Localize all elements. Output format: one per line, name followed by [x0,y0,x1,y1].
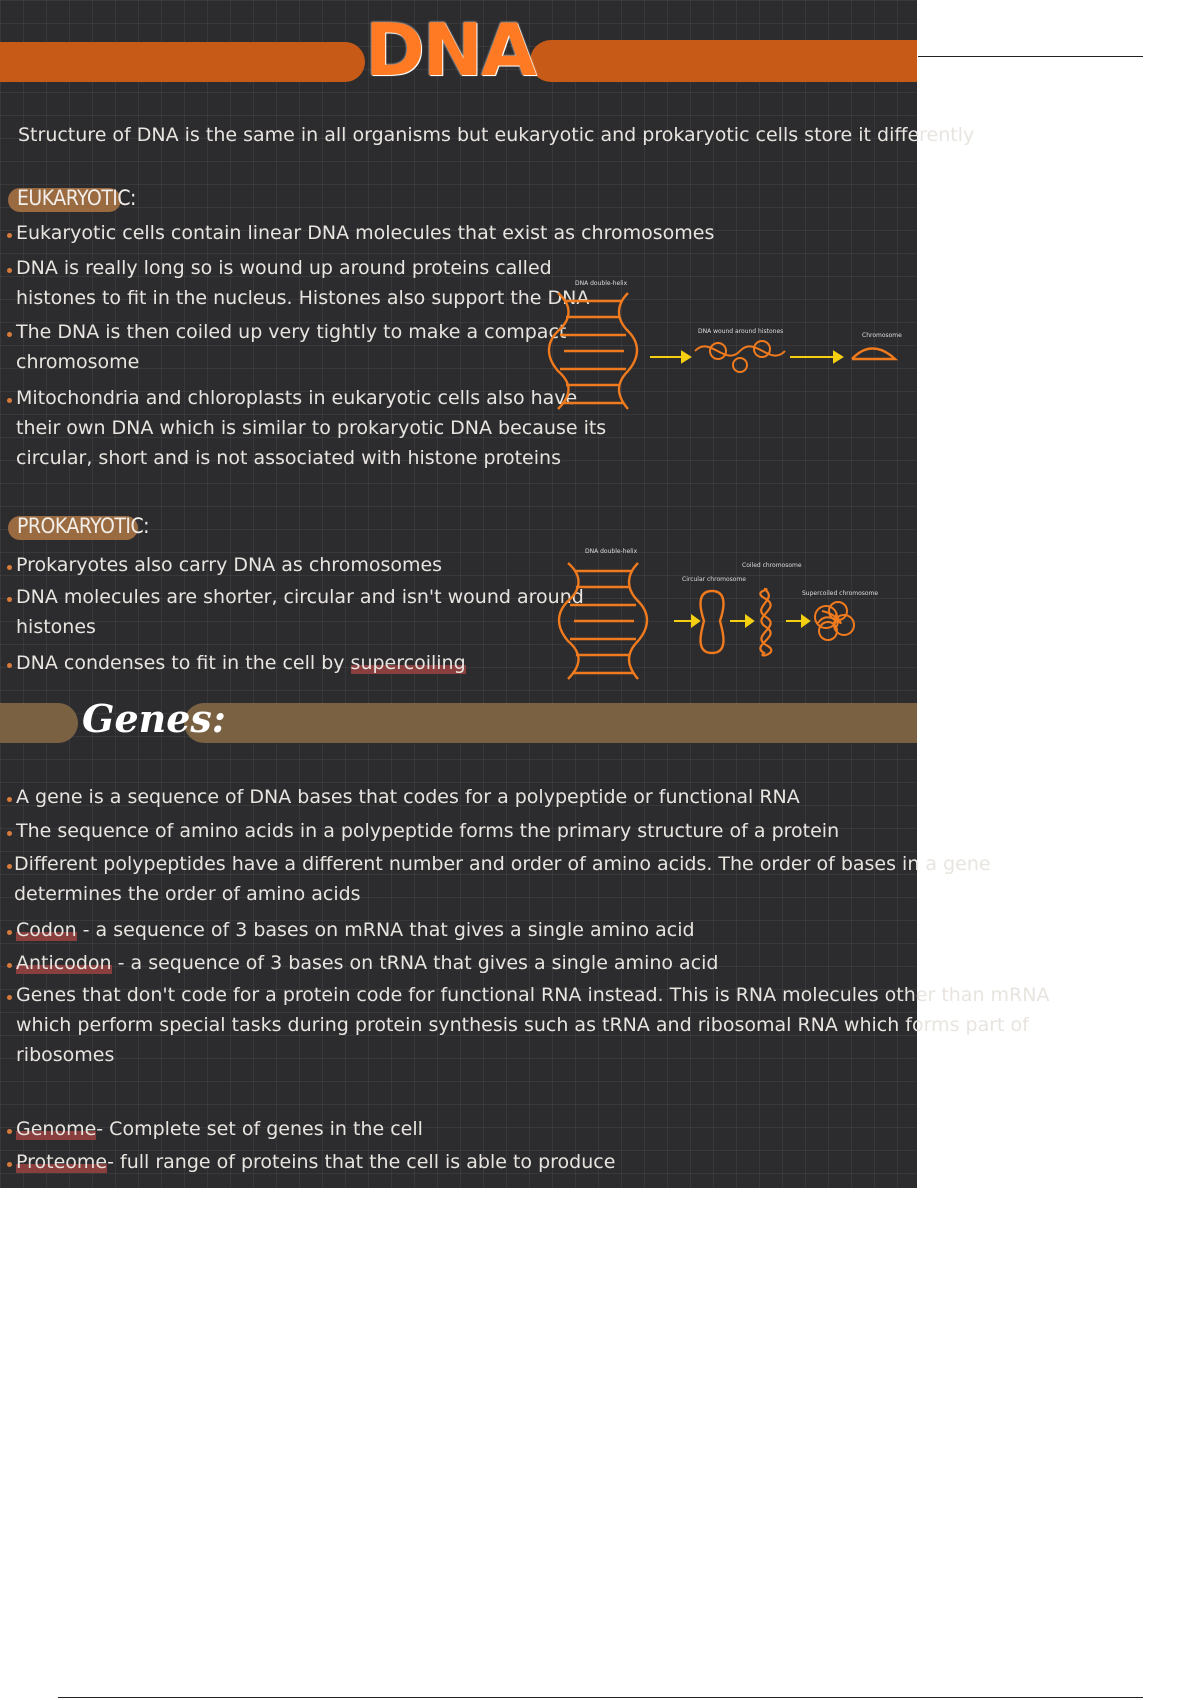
double-helix-icon [559,563,647,679]
proteome-term: Proteome [16,1151,108,1173]
prokaryotic-line: histones [16,616,96,638]
bullet-icon [7,268,12,273]
diagram-label: DNA double-helix [575,280,628,287]
diagram-label: Circular chromosome [682,576,746,583]
diagram-label: Supercoiled chromosome [802,590,879,597]
genes-line: ribosomes [16,1044,115,1066]
bullet-icon [7,864,12,869]
arrow-icon [786,616,809,626]
bullet-icon [7,398,12,403]
prokaryotic-heading: PROKARYOTIC: [17,514,150,538]
prokaryotic-line [16,654,466,673]
diagram-label: Chromosome [862,332,902,339]
bullet-icon [7,663,12,668]
supercoiled-chromosome-icon [815,602,854,640]
bullet-icon [7,831,12,836]
eukaryotic-line: circular, short and is not associated with histone proteins [16,447,561,469]
page-rule-bottom [58,1697,1143,1698]
double-helix-icon [549,293,637,409]
prokaryotic-line: DNA molecules are shorter, circular and isn't wound around [16,586,584,608]
title-band-left [0,42,365,82]
anticodon-text: - a sequence of 3 bases on tRNA that gives a single amino acid [111,952,719,974]
codon-definition [16,921,695,940]
anticodon-definition [16,954,718,973]
genes-heading: Genes: [82,696,226,741]
page-rule-top [918,56,1143,57]
eukaryotic-line: Mitochondria and chloroplasts in eukaryotic cells also have [16,387,578,409]
bullet-icon [7,930,12,935]
chromosome-icon [852,349,895,360]
genes-band-left [0,703,78,743]
bullet-icon [7,233,12,238]
diagram-label: DNA wound around histones [698,328,784,335]
prokaryotic-line: Prokaryotes also carry DNA as chromosomes [16,554,443,576]
title-band-right [530,40,917,82]
arrow-icon [790,352,842,362]
genome-term: Genome [16,1118,97,1140]
arrow-icon [650,352,690,362]
eukaryotic-line: chromosome [16,351,140,373]
bullet-icon [7,1129,12,1134]
anticodon-term: Anticodon [16,952,112,974]
prokaryotic-dna-diagram [560,545,910,685]
genes-line: Genes that don't code for a protein code for functional RNA instead. This is RNA molecules other than mRNA [16,984,1050,1006]
eukaryotic-line: histones to fit in the nucleus. Histones also support the DNA [16,287,590,309]
eukaryotic-line: Eukaryotic cells contain linear DNA molecules that exist as chromosomes [16,222,715,244]
proteome-text: - full range of proteins that the cell is able to produce [107,1151,616,1173]
codon-text: - a sequence of 3 bases on mRNA that gives a single amino acid [76,919,695,941]
supercoiling-highlight: supercoiling [350,652,466,674]
eukaryotic-heading: EUKARYOTIC: [17,186,136,210]
bullet-icon [7,963,12,968]
genes-line: The sequence of amino acids in a polypeptide forms the primary structure of a protein [16,820,840,842]
genome-text: - Complete set of genes in the cell [96,1118,423,1140]
eukaryotic-line: their own DNA which is similar to prokaryotic DNA because its [16,417,607,439]
bullet-icon [7,597,12,602]
codon-term: Codon [16,919,77,941]
bullet-icon [7,1162,12,1167]
coiled-chromosome-icon [760,589,771,655]
genes-line: determines the order of amino acids [14,883,361,905]
diagram-label: DNA double-helix [585,548,638,555]
page-title: DNA [365,8,535,92]
genes-band-right [184,703,917,743]
bullet-icon [7,332,12,337]
diagram-label: Coiled chromosome [742,562,802,569]
genes-line: which perform special tasks during protein synthesis such as tRNA and ribosomal RNA which forms part of [16,1014,1029,1036]
genes-line: Different polypeptides have a different number and order of amino acids. The order of bases in a gene [14,853,991,875]
nucleosome-icon [695,341,785,372]
eukaryotic-line: DNA is really long so is wound up around proteins called [16,257,552,279]
arrow-icon [674,616,699,626]
bullet-icon [7,995,12,1000]
eukaryotic-dna-diagram [550,275,910,425]
proteome-definition [16,1153,615,1172]
bullet-icon [7,565,12,570]
bullet-icon [7,797,12,802]
eukaryotic-line: The DNA is then coiled up very tightly to make a compact [16,321,567,343]
circular-chromosome-icon [701,591,724,653]
intro-text: Structure of DNA is the same in all organisms but eukaryotic and prokaryotic cells store it differently [18,124,975,146]
arrow-icon [730,616,753,626]
genes-line: A gene is a sequence of DNA bases that codes for a polypeptide or functional RNA [16,786,800,808]
prokaryotic-line-text: DNA condenses to fit in the cell by [16,652,351,674]
genome-definition [16,1120,423,1139]
